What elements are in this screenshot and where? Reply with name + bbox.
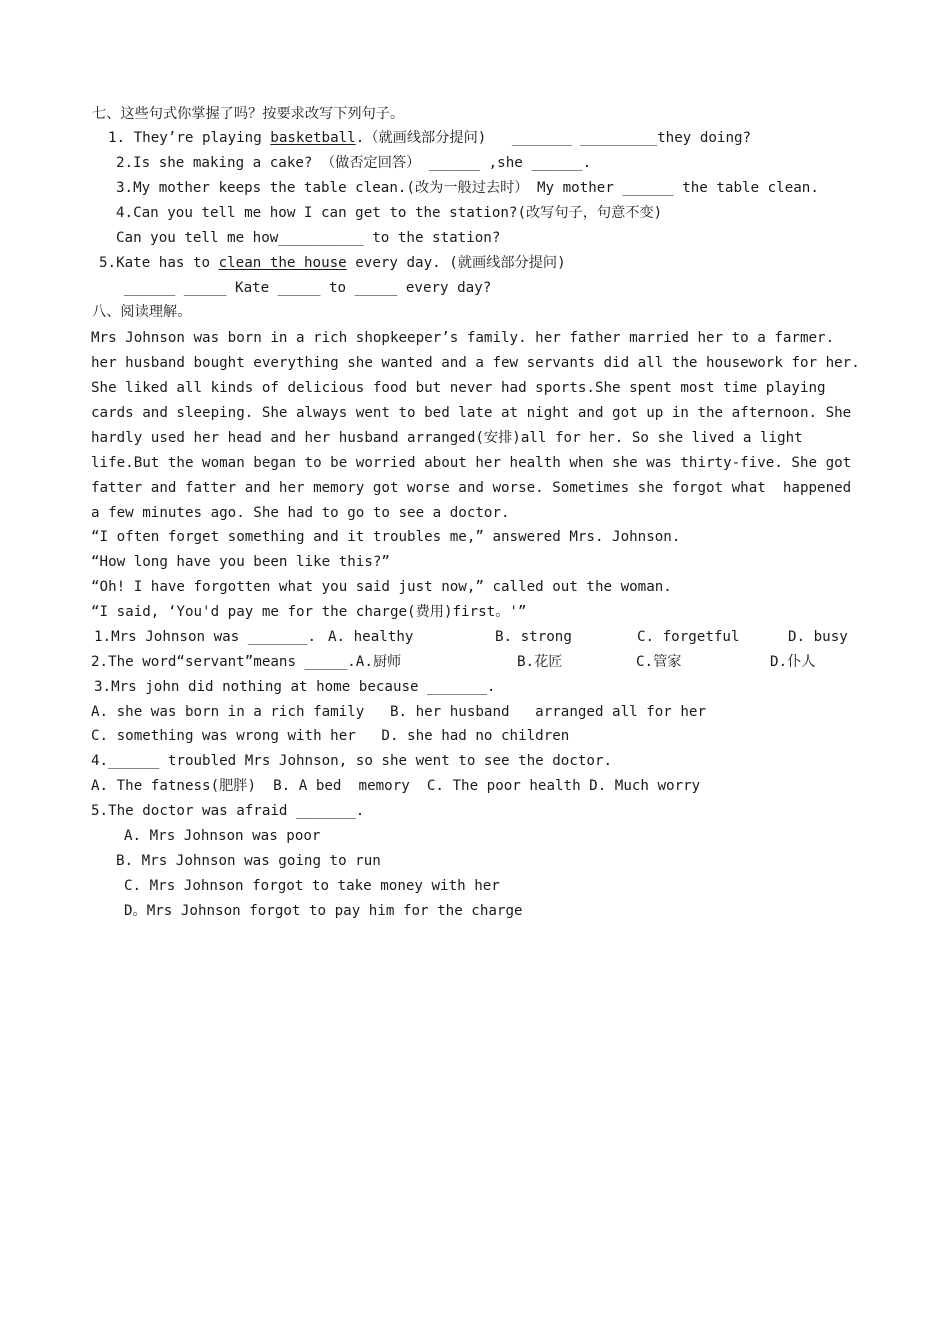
passage-line: life.But the woman began to be worried about her health when she was thirty-five. She got (91, 455, 852, 471)
passage-line: “How long have you been like this?” (91, 554, 390, 570)
rc-q3-options-cd: C. something was wrong with her D. she had no children (91, 728, 570, 744)
passage-line: “I said, ‘You'd pay me for the charge(费用)first。'” (91, 604, 527, 620)
rc-q1-option-a: A. healthy (328, 629, 414, 645)
passage-line: “Oh! I have forgotten what you said just now,” called out the woman. (91, 579, 672, 595)
rc-q5-option-c: C. Mrs Johnson forgot to take money with her (124, 878, 500, 894)
section7-heading: 七、这些句式你掌握了吗？按要求改写下列句子。 (92, 106, 405, 122)
passage-line: Mrs Johnson was born in a rich shopkeeper’s family. her father married her to a farmer. (91, 330, 835, 346)
rc-q2-stem: 2.The word“servant”means _____.A.厨师 (91, 654, 402, 670)
rc-q1-option-b: B. strong (495, 629, 572, 645)
section8-heading: 八、阅读理解。 (92, 304, 192, 320)
rc-q5-option-a: A. Mrs Johnson was poor (124, 828, 321, 844)
rc-q4-options: A. The fatness(肥胖) B. A bed memory C. The poor health D. Much worry (91, 778, 701, 794)
rc-q3-options-ab: A. she was born in a rich family B. her husband arranged all for her (91, 704, 706, 720)
passage-line: hardly used her head and her husband arranged(安排)all for her. So she lived a light (91, 430, 803, 446)
s7-q1-post: .（就画线部分提问) _______ _________they doing? (355, 130, 752, 146)
s7-q5-pre: 5.Kate has to (99, 255, 219, 271)
s7-q1-underlined: basketball (270, 130, 356, 146)
rc-q2-option-d: D.仆人 (770, 654, 816, 670)
rc-q2-option-c: C.管家 (636, 654, 682, 670)
s7-q5-underlined: clean the house (218, 255, 347, 271)
s7-question-4-rewrite: Can you tell me how__________ to the station? (116, 230, 501, 246)
s7-question-4: 4.Can you tell me how I can get to the station?(改写句子，句意不变) (116, 205, 663, 221)
rc-q5-option-d: D。Mrs Johnson forgot to pay him for the charge (124, 903, 523, 919)
passage-line: “I often forget something and it troubles me,” answered Mrs. Johnson. (91, 529, 681, 545)
passage-line: cards and sleeping. She always went to bed late at night and got up in the afternoon. She (91, 405, 852, 421)
passage-line: fatter and fatter and her memory got worse and worse. Sometimes she forgot what happened (91, 480, 852, 496)
rc-q5-stem: 5.The doctor was afraid _______. (91, 803, 365, 819)
s7-question-2: 2.Is she making a cake? （做否定回答） ______ ,she ______. (116, 155, 592, 171)
s7-q5-post: every day. (就画线部分提问) (346, 255, 566, 271)
rc-q5-option-b: B. Mrs Johnson was going to run (116, 853, 381, 869)
s7-question-1 (108, 128, 751, 148)
rc-q2-option-b: B.花匠 (517, 654, 563, 670)
rc-q4-stem: 4.______ troubled Mrs Johnson, so she went to see the doctor. (91, 753, 613, 769)
s7-question-5-answer: ______ _____ Kate _____ to _____ every day? (124, 280, 492, 296)
passage-line: her husband bought everything she wanted and a few servants did all the housework for her. (91, 355, 860, 371)
passage-line: a few minutes ago. She had to go to see a doctor. (91, 505, 510, 521)
s7-question-3: 3.My mother keeps the table clean.(改为一般过去时） My mother ______ the table clean. (116, 180, 819, 196)
s7-question-5 (99, 253, 566, 273)
rc-q1-option-d: D. busy (788, 629, 848, 645)
rc-q1-option-c: C. forgetful (637, 629, 740, 645)
s7-q1-pre: 1. They’re playing (108, 130, 271, 146)
rc-q1-stem: 1.Mrs Johnson was _______. (94, 629, 317, 645)
passage-line: She liked all kinds of delicious food but never had sports.She spent most time playing (91, 380, 826, 396)
rc-q3-stem: 3.Mrs john did nothing at home because _______. (94, 679, 496, 695)
